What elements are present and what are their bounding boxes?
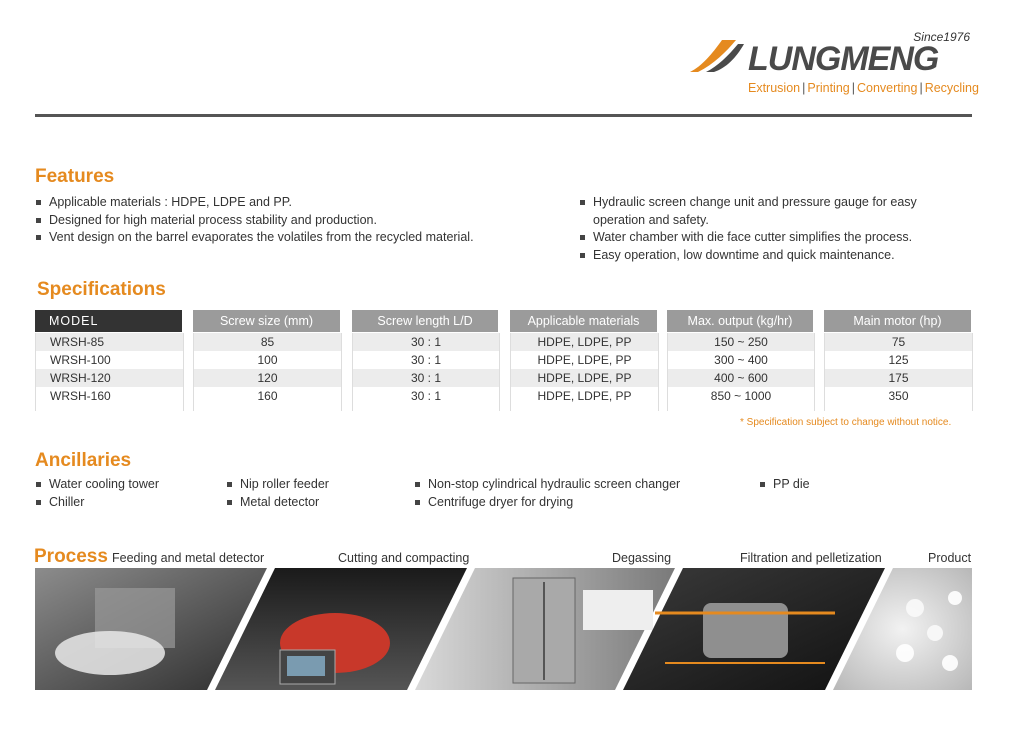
- brand-name: LUNGMENG: [748, 40, 939, 78]
- features-list-left: [35, 194, 555, 247]
- table-cell: 120: [194, 369, 341, 387]
- table-cell: 400 ~ 600: [668, 369, 814, 387]
- table-cell: 30 : 1: [353, 387, 499, 405]
- tagline-item: Converting: [857, 81, 918, 95]
- since-label: Since1976: [913, 30, 970, 44]
- tagline-item: Recycling: [924, 81, 979, 95]
- table-column: [510, 333, 659, 411]
- ancillary-item: Centrifuge dryer for drying: [414, 494, 734, 512]
- column-header-max-output: Max. output (kg/hr): [667, 310, 813, 332]
- ancillaries-title: Ancillaries: [35, 450, 132, 471]
- process-step-label: Cutting and compacting: [338, 551, 470, 565]
- table-cell: 75: [825, 333, 972, 351]
- table-cell: HDPE, LDPE, PP: [511, 387, 658, 405]
- tagline-item: Printing: [807, 81, 850, 95]
- column-header-screw-size: Screw size (mm): [193, 310, 340, 332]
- table-cell: WRSH-100: [36, 351, 183, 369]
- table-column: [667, 333, 815, 411]
- specifications-title: Specifications: [37, 279, 166, 300]
- specification-note: * Specification subject to change without notice.: [740, 417, 952, 428]
- tagline-separator: |: [851, 81, 855, 95]
- features-list-right: [579, 194, 924, 264]
- process-step-label: Product: [928, 551, 972, 565]
- process-step-label: Degassing: [612, 551, 672, 565]
- feature-item: Applicable materials : HDPE, LDPE and PP.: [35, 194, 555, 212]
- table-cell: HDPE, LDPE, PP: [511, 351, 658, 369]
- table-cell: 150 ~ 250: [668, 333, 814, 351]
- ancillary-item: Nip roller feeder: [226, 476, 406, 494]
- table-column: [824, 333, 973, 411]
- table-cell: HDPE, LDPE, PP: [511, 369, 658, 387]
- column-header-materials: Applicable materials: [510, 310, 657, 332]
- swoosh-icon: [688, 36, 744, 76]
- ancillary-item: Chiller: [35, 494, 220, 512]
- ancillaries-list: [414, 476, 734, 511]
- table-column: [35, 333, 184, 411]
- ancillaries-list: [226, 476, 406, 511]
- ancillary-item: Non-stop cylindrical hydraulic screen changer: [414, 476, 734, 494]
- table-column: [352, 333, 500, 411]
- process-step-label: Filtration and pelletization: [740, 551, 882, 565]
- table-cell: 30 : 1: [353, 351, 499, 369]
- process-image-strip: [35, 568, 972, 690]
- feature-item: Easy operation, low downtime and quick maintenance.: [579, 247, 924, 265]
- table-cell: 300 ~ 400: [668, 351, 814, 369]
- process-title: Process: [34, 546, 108, 567]
- table-cell: 30 : 1: [353, 369, 499, 387]
- table-cell: 350: [825, 387, 972, 405]
- table-cell: HDPE, LDPE, PP: [511, 333, 658, 351]
- table-cell: 850 ~ 1000: [668, 387, 814, 405]
- ancillaries-list: [759, 476, 879, 494]
- table-cell: 30 : 1: [353, 333, 499, 351]
- ancillaries-list: [35, 476, 220, 511]
- header-divider: [35, 114, 972, 117]
- tagline-item: Extrusion: [748, 81, 801, 95]
- table-cell: 175: [825, 369, 972, 387]
- ancillary-item: Water cooling tower: [35, 476, 220, 494]
- feature-item: Water chamber with die face cutter simplifies the process.: [579, 229, 924, 247]
- table-cell: 125: [825, 351, 972, 369]
- feature-item: Designed for high material process stability and production.: [35, 212, 555, 230]
- brand-tagline: [748, 81, 979, 95]
- column-header-main-motor: Main motor (hp): [824, 310, 971, 332]
- tagline-separator: |: [919, 81, 923, 95]
- feature-item: Vent design on the barrel evaporates the volatiles from the recycled material.: [35, 229, 555, 247]
- table-cell: WRSH-160: [36, 387, 183, 405]
- brand-logo: [688, 30, 978, 100]
- ancillary-item: PP die: [759, 476, 879, 494]
- process-step-label: Feeding and metal detector: [112, 551, 265, 565]
- ancillary-item: Metal detector: [226, 494, 406, 512]
- features-title: Features: [35, 166, 115, 187]
- table-cell: WRSH-120: [36, 369, 183, 387]
- column-header-screw-length: Screw length L/D: [352, 310, 498, 332]
- tagline-separator: |: [802, 81, 806, 95]
- table-cell: 100: [194, 351, 341, 369]
- table-cell: WRSH-85: [36, 333, 183, 351]
- table-cell: 160: [194, 387, 341, 405]
- table-cell: 85: [194, 333, 341, 351]
- column-header-model: MODEL: [35, 310, 182, 332]
- process-photo-collage: [35, 568, 972, 690]
- table-column: [193, 333, 342, 411]
- feature-item: Hydraulic screen change unit and pressure gauge for easy operation and safety.: [579, 194, 924, 229]
